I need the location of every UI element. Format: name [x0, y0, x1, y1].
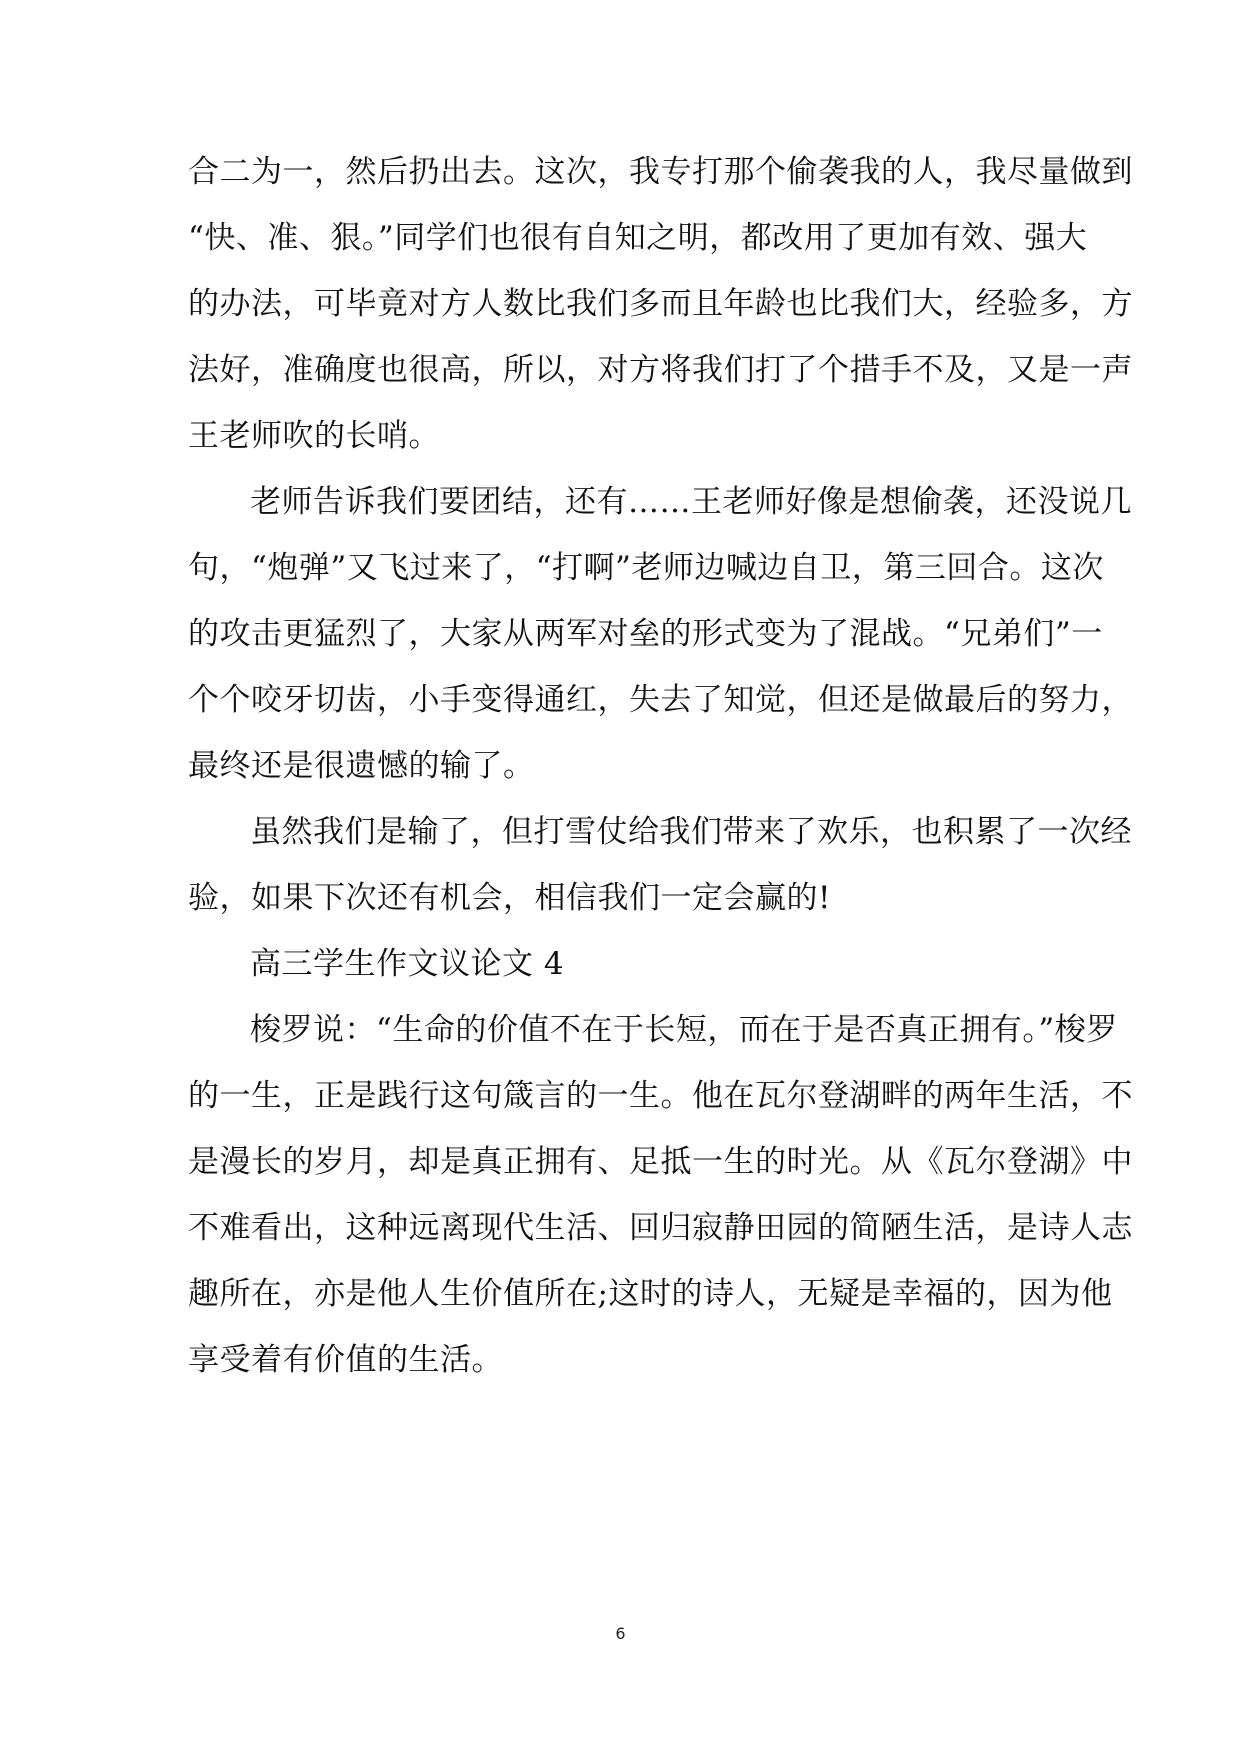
paragraph-first-line: 老师告诉我们要团结，还有……王老师好像是想偷袭，还没说几 — [250, 484, 1132, 520]
text-line: “快、准、狠。”同学们也很有自知之明，都改用了更加有效、强大 — [188, 220, 1088, 256]
text-line: 最终还是很遗憾的输了。 — [188, 748, 535, 784]
section-heading: 高三学生作文议论文 4 — [250, 946, 565, 982]
text-line: 的攻击更猛烈了，大家从两军对垒的形式变为了混战。“兄弟们”一 — [188, 616, 1103, 652]
text-line: 的办法，可毕竟对方人数比我们多而且年龄也比我们大，经验多，方 — [188, 286, 1133, 322]
text-line: 句，“炮弹”又飞过来了，“打啊”老师边喊边自卫，第三回合。这次 — [188, 550, 1104, 586]
paragraph-first-line: 虽然我们是输了，但打雪仗给我们带来了欢乐，也积累了一次经 — [250, 814, 1132, 850]
text-line: 是漫长的岁月，却是真正拥有、足抵一生的时光。从《瓦尔登湖》中 — [188, 1144, 1133, 1180]
text-line: 趣所在，亦是他人生价值所在;这时的诗人，无疑是幸福的，因为他 — [188, 1276, 1113, 1312]
text-line: 享受着有价值的生活。 — [188, 1342, 503, 1378]
text-line: 的一生，正是践行这句箴言的一生。他在瓦尔登湖畔的两年生活，不 — [188, 1078, 1133, 1114]
text-line: 法好，准确度也很高，所以，对方将我们打了个措手不及，又是一声 — [188, 352, 1133, 388]
paragraph-first-line: 梭罗说：“生命的价值不在于长短，而在于是否真正拥有。”梭罗 — [250, 1012, 1118, 1048]
page-number: 6 — [615, 1624, 626, 1643]
text-line: 王老师吹的长哨。 — [188, 418, 440, 454]
text-line: 验，如果下次还有机会，相信我们一定会赢的! — [188, 880, 831, 916]
text-line: 个个咬牙切齿，小手变得通红，失去了知觉，但还是做最后的努力， — [188, 682, 1133, 718]
text-line: 合二为一，然后扔出去。这次，我专打那个偷袭我的人，我尽量做到 — [188, 154, 1133, 190]
text-line: 不难看出，这种远离现代生活、回归寂静田园的简陋生活，是诗人志 — [188, 1210, 1133, 1246]
